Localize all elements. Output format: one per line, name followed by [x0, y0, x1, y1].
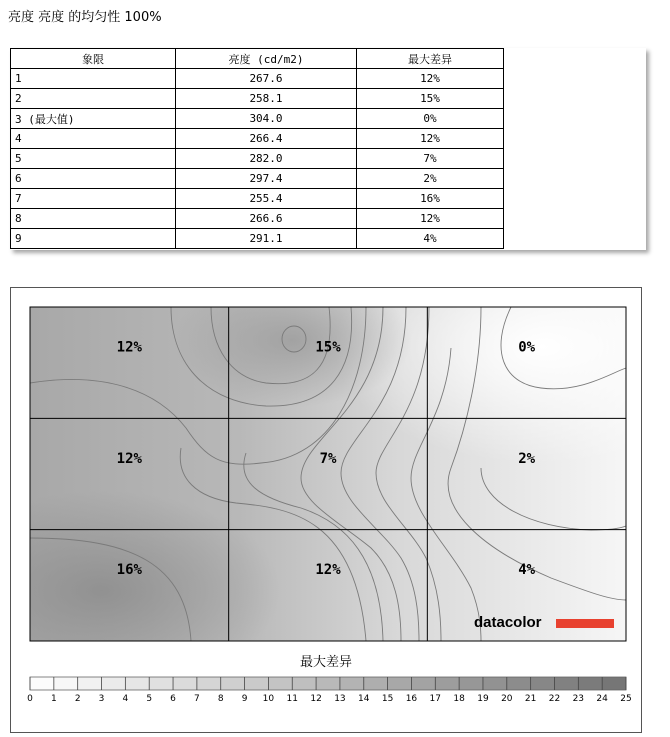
scale-tick-label: 4	[122, 694, 129, 704]
max-diff-cell: 4%	[357, 229, 504, 249]
quadrant-cell: 1	[11, 69, 176, 89]
scale-swatch	[245, 677, 269, 690]
scale-tick-label: 1	[50, 694, 57, 704]
quadrant-value-label: 7%	[319, 450, 337, 467]
quadrant-value-label: 12%	[116, 450, 142, 467]
table-row	[11, 149, 504, 169]
scale-tick-label: 17	[429, 694, 442, 704]
scale-tick-label: 10	[262, 694, 275, 704]
scale-swatch	[316, 677, 340, 690]
table-row	[11, 109, 504, 129]
scale-swatch	[602, 677, 626, 690]
table-header-row	[11, 49, 504, 69]
table-row	[11, 189, 504, 209]
scale-swatch	[388, 677, 412, 690]
scale-tick-label: 9	[241, 694, 248, 704]
scale-tick-label: 11	[286, 694, 298, 704]
table-row	[11, 229, 504, 249]
quadrant-value-label: 12%	[315, 562, 341, 579]
scale-tick-label: 21	[524, 694, 537, 704]
scale-swatch	[149, 677, 173, 690]
scale-swatch	[531, 677, 555, 690]
uniformity-chart-panel	[10, 287, 642, 733]
quadrant-cell: 8	[11, 209, 176, 229]
quadrant-value-label: 12%	[116, 339, 142, 356]
scale-tick-label: 2	[74, 694, 81, 704]
scale-swatch	[340, 677, 364, 690]
table-row	[11, 89, 504, 109]
scale-swatch	[30, 677, 54, 690]
scale-swatch	[268, 677, 292, 690]
scale-tick-label: 8	[217, 694, 224, 704]
luminance-cell: 255.4	[176, 189, 357, 209]
luminance-cell: 291.1	[176, 229, 357, 249]
heatmap-dark-spot-top	[30, 307, 626, 641]
table-row	[11, 129, 504, 149]
scale-swatch	[197, 677, 221, 690]
scale-swatch	[435, 677, 459, 690]
scale-swatch	[173, 677, 197, 690]
scale-swatch	[221, 677, 245, 690]
quadrant-cell: 7	[11, 189, 176, 209]
quadrant-cell: 6	[11, 169, 176, 189]
scale-tick-label: 13	[334, 694, 346, 704]
scale-swatch	[459, 677, 483, 690]
max-diff-cell: 7%	[357, 149, 504, 169]
color-scale	[27, 677, 632, 704]
scale-tick-label: 22	[548, 694, 561, 704]
scale-tick-label: 6	[170, 694, 176, 704]
scale-tick-label: 25	[620, 694, 632, 704]
heatmap-area	[30, 307, 626, 641]
scale-tick-label: 5	[146, 694, 153, 704]
max-diff-cell: 0%	[357, 109, 504, 129]
stats-table-panel	[10, 48, 646, 250]
luminance-cell: 266.6	[176, 209, 357, 229]
scale-swatch	[411, 677, 435, 690]
brand-text: datacolor	[474, 614, 542, 631]
scale-tick-label: 12	[310, 694, 322, 704]
luminance-cell: 297.4	[176, 169, 357, 189]
luminance-cell: 266.4	[176, 129, 357, 149]
quadrant-value-label: 4%	[518, 562, 536, 579]
scale-tick-label: 18	[453, 694, 465, 704]
scale-tick-label: 15	[381, 694, 394, 704]
quadrant-value-label: 2%	[518, 450, 536, 467]
scale-swatch	[578, 677, 602, 690]
scale-tick-label: 7	[194, 694, 200, 704]
quadrant-value-label: 16%	[116, 562, 142, 579]
max-diff-cell: 2%	[357, 169, 504, 189]
scale-tick-label: 3	[98, 694, 105, 704]
scale-tick-label: 14	[358, 694, 370, 704]
scale-tick-label: 20	[501, 694, 513, 704]
scale-swatch	[292, 677, 316, 690]
luminance-cell: 267.6	[176, 69, 357, 89]
legend-title: 最大差异	[299, 655, 353, 670]
scale-swatch	[78, 677, 102, 690]
header-max-diff: 最大差异	[357, 49, 504, 69]
max-diff-cell: 16%	[357, 189, 504, 209]
quadrant-cell: 9	[11, 229, 176, 249]
quadrant-cell: 4	[11, 129, 176, 149]
quadrant-value-label: 0%	[518, 339, 536, 356]
brand-bar	[556, 619, 614, 628]
scale-swatch	[125, 677, 149, 690]
luminance-cell: 282.0	[176, 149, 357, 169]
table-row	[11, 209, 504, 229]
scale-tick-label: 19	[477, 694, 489, 704]
table-row	[11, 69, 504, 89]
scale-swatch	[507, 677, 531, 690]
header-luminance: 亮度 (cd/m2)	[176, 49, 357, 69]
scale-swatch	[102, 677, 126, 690]
scale-tick-label: 23	[572, 694, 585, 704]
quadrant-value-label: 15%	[315, 339, 341, 356]
max-diff-cell: 15%	[357, 89, 504, 109]
quadrant-cell: 3 (最大值)	[11, 109, 176, 129]
luminance-cell: 258.1	[176, 89, 357, 109]
max-diff-cell: 12%	[357, 129, 504, 149]
quadrant-cell: 5	[11, 149, 176, 169]
scale-swatch	[54, 677, 78, 690]
table-row	[11, 169, 504, 189]
scale-tick-label: 24	[596, 694, 608, 704]
scale-swatch	[483, 677, 507, 690]
luminance-cell: 304.0	[176, 109, 357, 129]
scale-swatch	[364, 677, 388, 690]
scale-tick-label: 16	[405, 694, 418, 704]
page-title: 亮度 亮度 的均匀性 100%	[8, 10, 162, 25]
scale-tick-label: 0	[27, 694, 33, 704]
quadrant-cell: 2	[11, 89, 176, 109]
max-diff-cell: 12%	[357, 69, 504, 89]
uniformity-chart	[11, 288, 641, 732]
stats-table	[10, 48, 504, 249]
max-diff-cell: 12%	[357, 209, 504, 229]
scale-swatch	[554, 677, 578, 690]
header-quadrant: 象限	[11, 49, 176, 69]
